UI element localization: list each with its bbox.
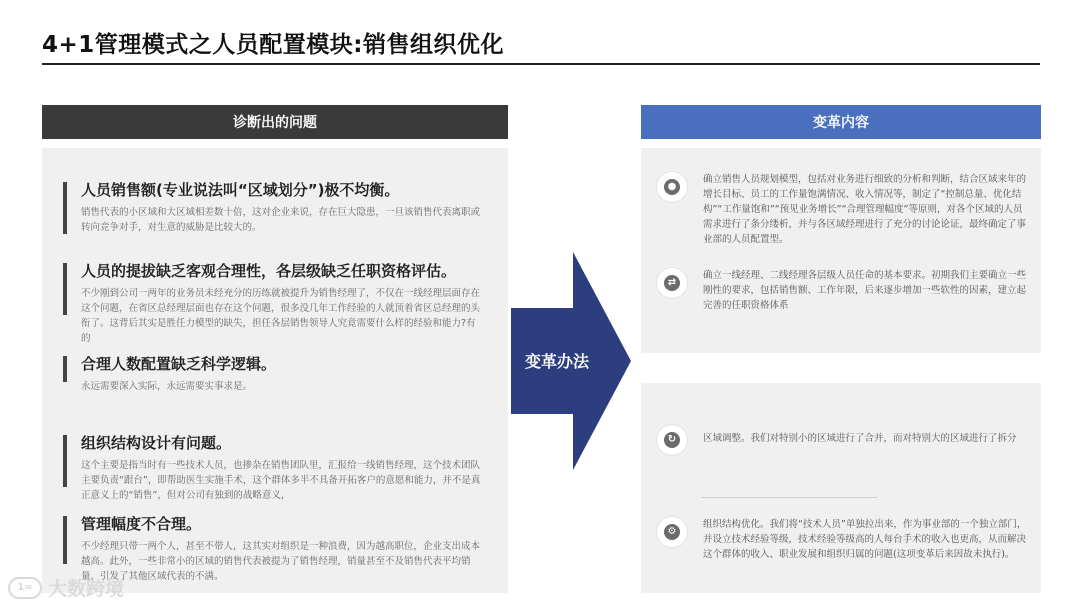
problem-item xyxy=(63,261,483,346)
problem-item xyxy=(63,180,483,235)
change-text: 区域调整。我们对特别小的区域进行了合并，而对特别大的区域进行了拆分 xyxy=(703,433,1017,444)
problem-accent-bar xyxy=(63,182,67,234)
problem-body: 不少经理只带一两个人，甚至不带人，这其实对组织是一种浪费，因为越高职位，企业支出成本越高。此外，一些非常小的区域的销售代表被提为了销售经理，销量甚至不及销售代表平均销量，引发了其他区域代表的不满。 xyxy=(81,541,481,582)
user-icon: ● xyxy=(657,172,687,202)
problem-title: 合理人数配置缺乏科学逻辑。 xyxy=(81,355,277,373)
title-divider xyxy=(42,63,1040,65)
changes-header: 变革内容 xyxy=(641,105,1041,139)
problem-body: 销售代表的小区域和大区域相差数十倍，这对企业来说，存在巨大隐患，一旦该销售代表离职或转向竞争对手，对生意的威胁是比较大的。 xyxy=(81,207,481,233)
problem-title: 组织结构设计有问题。 xyxy=(81,434,232,452)
watermark-text: 大数跨境 xyxy=(48,578,125,600)
problem-accent-bar xyxy=(63,516,67,564)
problem-body: 这个主要是指当时有一些技术人员，也掺杂在销售团队里，汇报给一线销售经理，这个技术团队主要负责“跟台”，即帮助医生实施手术，这个群体多半不具备开拓客户的意愿和能力，并不是真正意义上的“销售”，但对公司有独到的战略意义， xyxy=(81,460,481,501)
problem-item xyxy=(63,354,483,394)
change-method-label: 变革办法 xyxy=(524,352,589,371)
problem-title: 人员销售额(专业说法叫“区域划分”)极不均衡。 xyxy=(81,181,400,199)
problems-panel xyxy=(42,148,508,593)
problem-accent-bar xyxy=(63,263,67,315)
change-item xyxy=(657,425,1029,455)
problems-header: 诊断出的问题 xyxy=(42,105,508,139)
problem-body: 不少刚到公司一两年的业务员未经充分的历练就被提升为销售经理了，不仅在一线经理层面存在这个问题，在省区总经理层面也存在这个问题，很多没几年工作经验的人就顶着省区总经理的头衔了。这背后其实是胜任力模型的缺失，担任各层销售领导人究竟需要什么样的经验和能力?有的 xyxy=(81,288,481,344)
problem-body: 永远需要深入实际，永远需要实事求是。 xyxy=(81,381,253,392)
refresh-icon: ↻ xyxy=(657,425,687,455)
change-item xyxy=(657,172,1029,247)
transfer-icon: ⇄ xyxy=(657,268,687,298)
item-divider xyxy=(701,497,877,498)
problem-accent-bar xyxy=(63,435,67,487)
change-text: 确立一线经理、二线经理各层级人员任命的基本要求。初期我们主要确立一些刚性的要求，包括销售额、工作年限，后来逐步增加一些软性的因素，建立起完善的任职资格体系 xyxy=(703,270,1027,311)
problem-item xyxy=(63,514,483,584)
change-text: 确立销售人员规划模型，包括对业务进行细致的分析和判断，结合区域来年的增长目标、员工的工作量饱满情况、收入情况等，制定了“控制总量、优化结构”“工作量饱和”“预见业务增长”“合理管理幅度”等原则，对各个区域的人员需求进行了条分缕析，并与各区域经理进行了充分的讨论论证，最终确定了事业部的人员配置型。 xyxy=(703,174,1027,245)
problem-title: 管理幅度不合理。 xyxy=(81,515,202,533)
page-title: 4+1管理模式之人员配置模块:销售组织优化 xyxy=(42,32,504,58)
watermark xyxy=(8,574,124,601)
head-gear-icon: ⚙ xyxy=(657,517,687,547)
problem-item xyxy=(63,433,483,503)
changes-panel-top xyxy=(641,148,1041,353)
change-item xyxy=(657,517,1029,562)
change-item xyxy=(657,268,1029,313)
watermark-logo-icon: 1∞ xyxy=(8,577,42,599)
problem-accent-bar xyxy=(63,356,67,382)
problem-title: 人员的提拔缺乏客观合理性，各层级缺乏任职资格评估。 xyxy=(81,262,457,280)
change-text: 组织结构优化。我们将“技术人员”单独拉出来，作为事业部的一个独立部门，并设立技术经验等级，技术经验等级高的人每台手术的收入也更高，从而解决这个群体的收入、职业发展和组织归属的问题(这项变革后来因故未执行)。 xyxy=(703,519,1027,560)
changes-panel-bottom xyxy=(641,383,1041,593)
